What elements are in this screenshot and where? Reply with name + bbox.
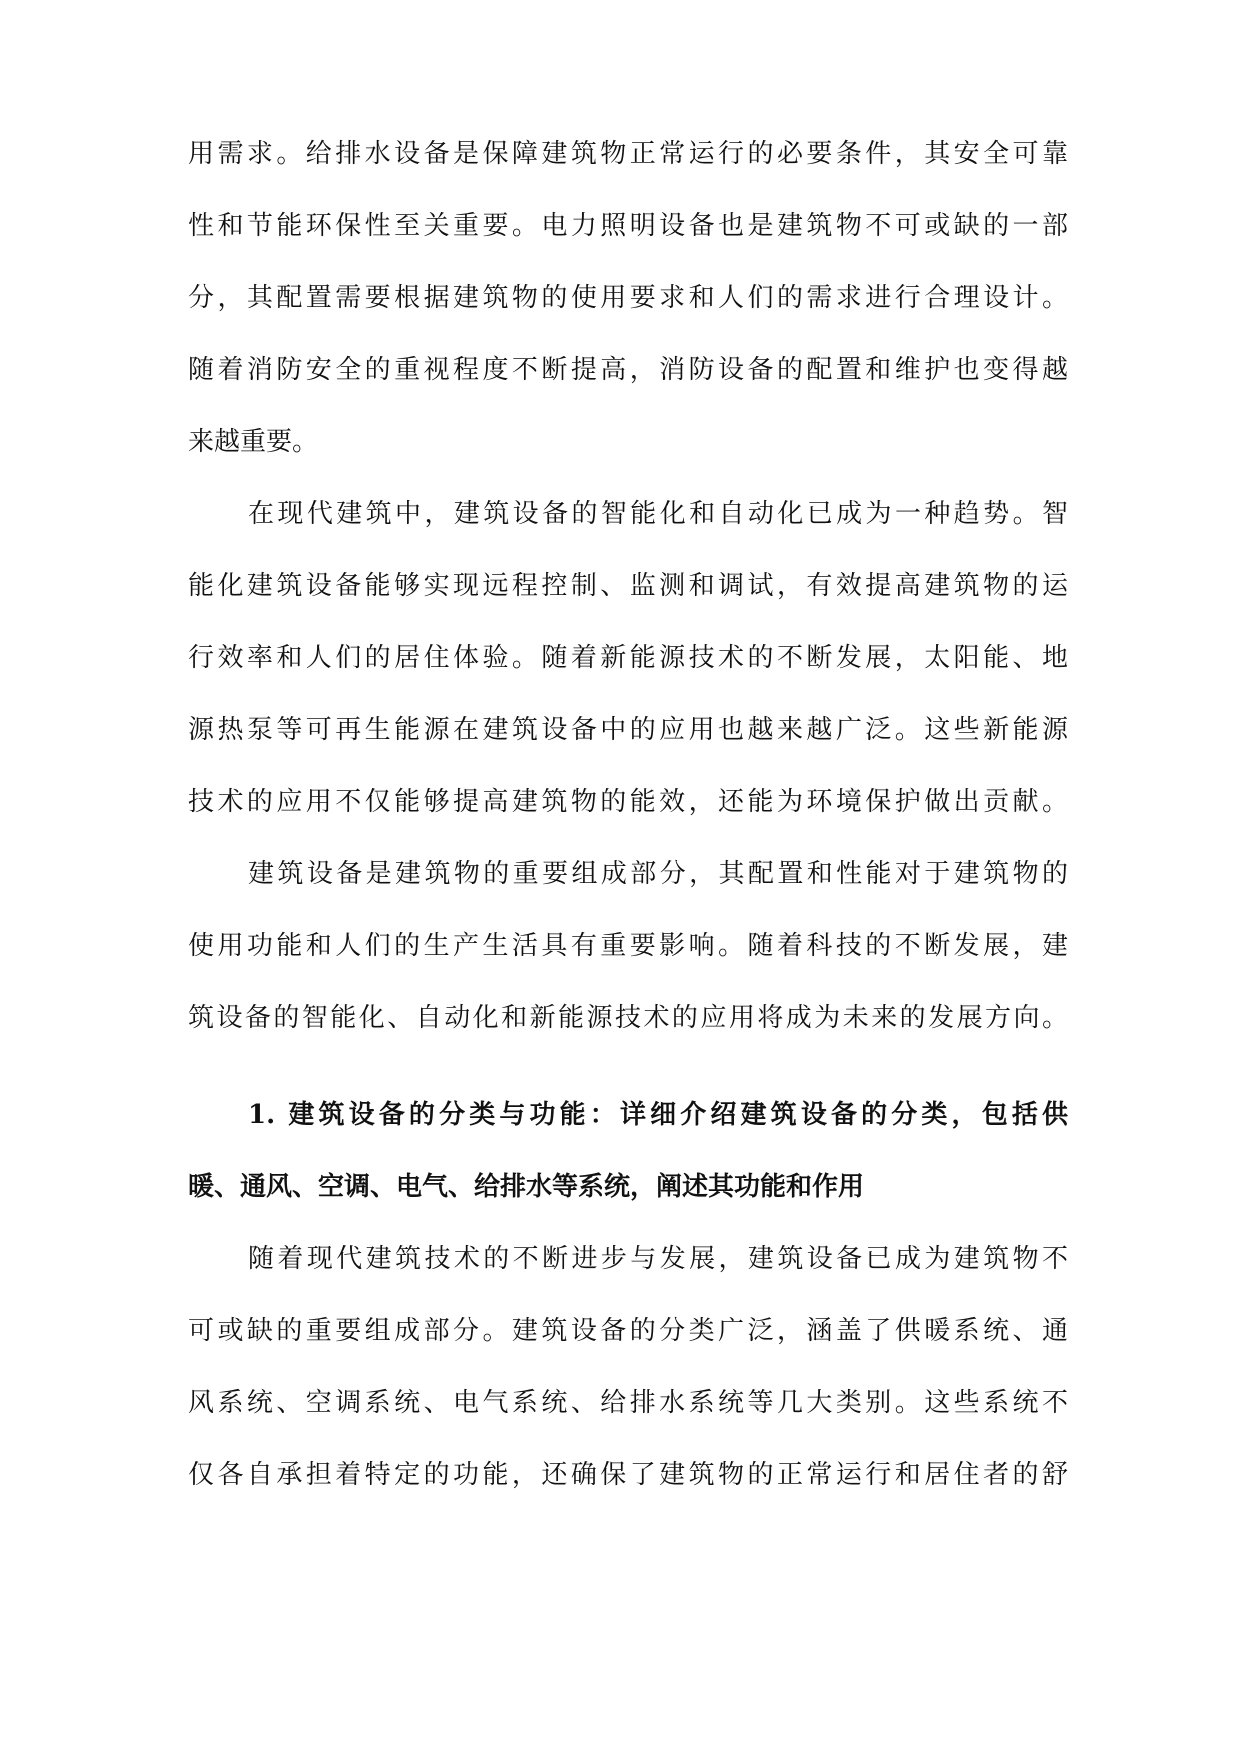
paragraph-line: 可或缺的重要组成部分。建筑设备的分类广泛，涵盖了供暖系统、通 xyxy=(188,1316,1068,1346)
paragraph-line: 来越重要。 xyxy=(188,427,319,457)
section-heading-line: 1. 建筑设备的分类与功能：详细介绍建筑设备的分类，包括供 xyxy=(248,1100,1068,1130)
paragraph-line: 随着消防安全的重视程度不断提高，消防设备的配置和维护也变得越 xyxy=(188,355,1068,385)
paragraph-line: 建筑设备是建筑物的重要组成部分，其配置和性能对于建筑物的 xyxy=(248,859,1068,889)
paragraph-line: 使用功能和人们的生产生活具有重要影响。随着科技的不断发展，建 xyxy=(188,931,1068,961)
paragraph-line: 技术的应用不仅能够提高建筑物的能效，还能为环境保护做出贡献。 xyxy=(188,787,1068,817)
paragraph-line: 分，其配置需要根据建筑物的使用要求和人们的需求进行合理设计。 xyxy=(188,283,1068,313)
paragraph-line: 在现代建筑中，建筑设备的智能化和自动化已成为一种趋势。智 xyxy=(248,499,1068,529)
paragraph-line: 用需求。给排水设备是保障建筑物正常运行的必要条件，其安全可靠 xyxy=(188,139,1068,169)
paragraph-line: 风系统、空调系统、电气系统、给排水系统等几大类别。这些系统不 xyxy=(188,1388,1068,1418)
paragraph-line: 性和节能环保性至关重要。电力照明设备也是建筑物不可或缺的一部 xyxy=(188,211,1068,241)
section-heading-line: 暖、通风、空调、电气、给排水等系统，阐述其功能和作用 xyxy=(188,1172,865,1202)
paragraph-line: 仅各自承担着特定的功能，还确保了建筑物的正常运行和居住者的舒 xyxy=(188,1460,1068,1490)
paragraph-line: 筑设备的智能化、自动化和新能源技术的应用将成为未来的发展方向。 xyxy=(188,1003,1068,1033)
paragraph-line: 源热泵等可再生能源在建筑设备中的应用也越来越广泛。这些新能源 xyxy=(188,715,1068,745)
paragraph-line: 随着现代建筑技术的不断进步与发展，建筑设备已成为建筑物不 xyxy=(248,1244,1068,1274)
paragraph-line: 行效率和人们的居住体验。随着新能源技术的不断发展，太阳能、地 xyxy=(188,643,1068,673)
paragraph-line: 能化建筑设备能够实现远程控制、监测和调试，有效提高建筑物的运 xyxy=(188,571,1068,601)
